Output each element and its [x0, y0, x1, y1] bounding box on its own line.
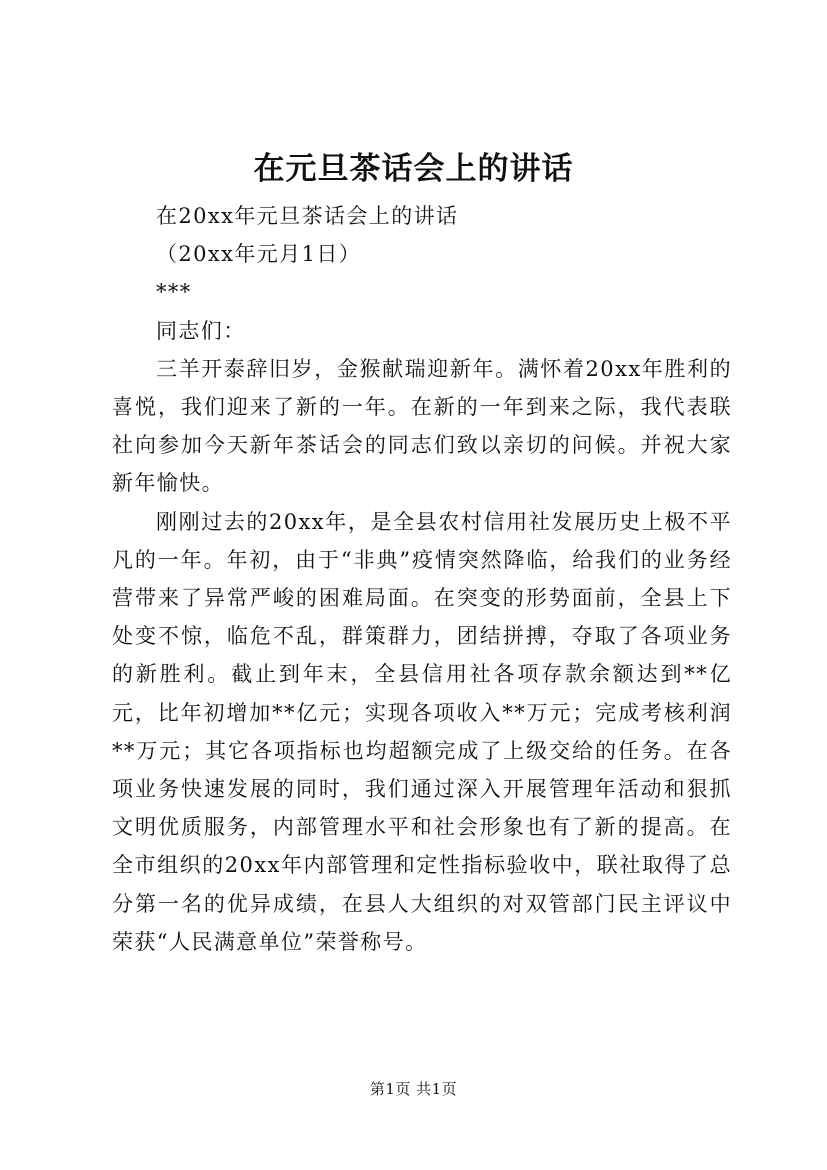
document-body	[112, 197, 732, 961]
speech-author: ***	[156, 280, 192, 305]
page-footer: 第1页 共1页	[369, 1080, 458, 1098]
speech-subtitle: 在20xx年元旦茶话会上的讲话	[156, 204, 459, 228]
speech-date: （20xx年元月1日）	[156, 242, 362, 267]
paragraph: 三羊开泰辞旧岁，金猴献瑞迎新年。满怀着20xx年胜利的喜悦，我们迎来了新的一年。在新的一年到来之际，我代表联社向参加今天新年茶话会的同志们致以亲切的问候。并祝大家新年愉快。	[112, 356, 732, 496]
salutation: 同志们：	[156, 318, 246, 343]
document-title: 在元旦茶话会上的讲话	[253, 151, 574, 187]
paragraph: 刚刚过去的20xx年，是全县农村信用社发展历史上极不平凡的一年。年初，由于“非典”疫情突然降临，给我们的业务经营带来了异常严峻的困难局面。在突变的形势面前，全县上下处变不惊，临危不乱，群策群力，团结拼搏，夺取了各项业务的新胜利。截止到年末，全县信用社各项存款余额达到**亿元，比年初增加**亿元；实现各项收入**万元；完成考核利润**万元；其它各项指标也均超额完成了上级交给的任务。在各项业务快速发展的同时，我们通过深入开展管理年活动和狠抓文明优质服务，内部管理水平和社会形象也有了新的提高。在全市组织的20xx年内部管理和定性指标验收中，联社取得了总分第一名的优异成绩，在县人大组织的对双管部门民主评议中荣获“人民满意单位”荣誉称号。	[112, 509, 732, 954]
